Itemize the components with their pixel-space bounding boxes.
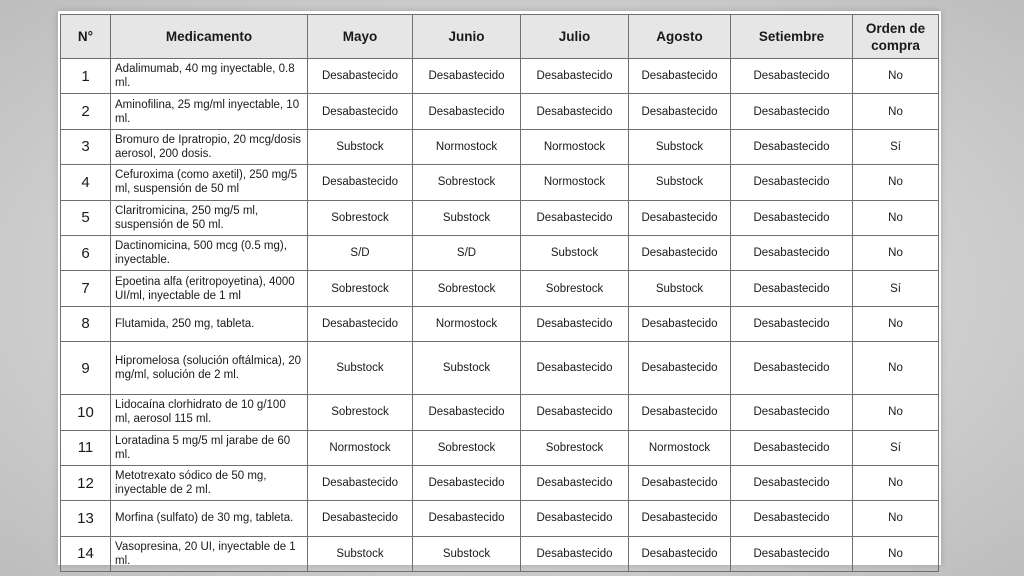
- medication-name-cell: Claritromicina, 250 mg/5 ml, suspensión de 50 ml.: [111, 200, 308, 235]
- status-setiembre-cell: Desabastecido: [731, 129, 853, 164]
- status-agosto-cell: Desabastecido: [629, 536, 731, 571]
- purchase-order-cell: No: [853, 165, 939, 200]
- purchase-order-cell: No: [853, 94, 939, 129]
- status-setiembre-cell: Desabastecido: [731, 94, 853, 129]
- purchase-order-cell: Sí: [853, 271, 939, 306]
- status-agosto-cell: Desabastecido: [629, 342, 731, 395]
- status-julio-cell: Normostock: [521, 165, 629, 200]
- table-body: [61, 59, 939, 572]
- status-mayo-cell: S/D: [308, 235, 413, 270]
- header-orden-de-compra: Orden de compra: [853, 15, 939, 59]
- status-junio-cell: Normostock: [413, 129, 521, 164]
- header-agosto: Agosto: [629, 15, 731, 59]
- status-setiembre-cell: Desabastecido: [731, 200, 853, 235]
- status-setiembre-cell: Desabastecido: [731, 536, 853, 571]
- table-row: [61, 165, 939, 200]
- status-agosto-cell: Desabastecido: [629, 465, 731, 500]
- table-row: [61, 271, 939, 306]
- medication-name-cell: Flutamida, 250 mg, tableta.: [111, 306, 308, 341]
- status-setiembre-cell: Desabastecido: [731, 395, 853, 430]
- row-number-cell: 5: [61, 200, 111, 235]
- row-number-cell: 1: [61, 59, 111, 94]
- table-row: [61, 342, 939, 395]
- header-julio: Julio: [521, 15, 629, 59]
- status-junio-cell: Desabastecido: [413, 501, 521, 536]
- status-julio-cell: Desabastecido: [521, 465, 629, 500]
- status-agosto-cell: Desabastecido: [629, 94, 731, 129]
- status-mayo-cell: Substock: [308, 342, 413, 395]
- medication-name-cell: Aminofilina, 25 mg/ml inyectable, 10 ml.: [111, 94, 308, 129]
- table-row: [61, 395, 939, 430]
- status-mayo-cell: Sobrestock: [308, 395, 413, 430]
- status-mayo-cell: Normostock: [308, 430, 413, 465]
- table-row: [61, 59, 939, 94]
- table-row: [61, 94, 939, 129]
- purchase-order-cell: No: [853, 536, 939, 571]
- row-number-cell: 12: [61, 465, 111, 500]
- status-agosto-cell: Desabastecido: [629, 200, 731, 235]
- status-junio-cell: S/D: [413, 235, 521, 270]
- row-number-cell: 14: [61, 536, 111, 571]
- purchase-order-cell: No: [853, 306, 939, 341]
- table-row: [61, 235, 939, 270]
- status-agosto-cell: Normostock: [629, 430, 731, 465]
- status-setiembre-cell: Desabastecido: [731, 306, 853, 341]
- status-setiembre-cell: Desabastecido: [731, 430, 853, 465]
- header-junio: Junio: [413, 15, 521, 59]
- status-julio-cell: Substock: [521, 235, 629, 270]
- row-number-cell: 2: [61, 94, 111, 129]
- table-row: [61, 536, 939, 571]
- purchase-order-cell: No: [853, 235, 939, 270]
- status-julio-cell: Normostock: [521, 129, 629, 164]
- purchase-order-cell: No: [853, 395, 939, 430]
- purchase-order-cell: Sí: [853, 129, 939, 164]
- status-junio-cell: Sobrestock: [413, 271, 521, 306]
- status-agosto-cell: Desabastecido: [629, 59, 731, 94]
- status-junio-cell: Desabastecido: [413, 395, 521, 430]
- table-header-row: [61, 15, 939, 59]
- purchase-order-cell: No: [853, 501, 939, 536]
- document-sheet: [58, 11, 941, 565]
- medication-name-cell: Morfina (sulfato) de 30 mg, tableta.: [111, 501, 308, 536]
- medication-name-cell: Metotrexato sódico de 50 mg, inyectable de 2 ml.: [111, 465, 308, 500]
- purchase-order-cell: No: [853, 200, 939, 235]
- status-junio-cell: Substock: [413, 200, 521, 235]
- header-setiembre: Setiembre: [731, 15, 853, 59]
- table-row: [61, 200, 939, 235]
- medication-name-cell: Loratadina 5 mg/5 ml jarabe de 60 ml.: [111, 430, 308, 465]
- status-julio-cell: Desabastecido: [521, 536, 629, 571]
- header-number: N°: [61, 15, 111, 59]
- medication-name-cell: Hipromelosa (solución oftálmica), 20 mg/ml, solución de 2 ml.: [111, 342, 308, 395]
- row-number-cell: 3: [61, 129, 111, 164]
- status-mayo-cell: Substock: [308, 129, 413, 164]
- status-julio-cell: Desabastecido: [521, 501, 629, 536]
- status-agosto-cell: Substock: [629, 165, 731, 200]
- row-number-cell: 10: [61, 395, 111, 430]
- table-row: [61, 465, 939, 500]
- medication-stock-table: [60, 14, 939, 572]
- row-number-cell: 11: [61, 430, 111, 465]
- header-mayo: Mayo: [308, 15, 413, 59]
- purchase-order-cell: No: [853, 342, 939, 395]
- status-junio-cell: Sobrestock: [413, 430, 521, 465]
- status-setiembre-cell: Desabastecido: [731, 465, 853, 500]
- status-setiembre-cell: Desabastecido: [731, 235, 853, 270]
- purchase-order-cell: No: [853, 59, 939, 94]
- table-row: [61, 306, 939, 341]
- status-julio-cell: Desabastecido: [521, 94, 629, 129]
- status-julio-cell: Desabastecido: [521, 59, 629, 94]
- status-mayo-cell: Sobrestock: [308, 200, 413, 235]
- status-mayo-cell: Desabastecido: [308, 465, 413, 500]
- status-julio-cell: Sobrestock: [521, 430, 629, 465]
- status-julio-cell: Sobrestock: [521, 271, 629, 306]
- status-mayo-cell: Desabastecido: [308, 59, 413, 94]
- medication-name-cell: Dactinomicina, 500 mcg (0.5 mg), inyectable.: [111, 235, 308, 270]
- table-row: [61, 501, 939, 536]
- medication-name-cell: Vasopresina, 20 UI, inyectable de 1 ml.: [111, 536, 308, 571]
- status-julio-cell: Desabastecido: [521, 200, 629, 235]
- status-mayo-cell: Sobrestock: [308, 271, 413, 306]
- purchase-order-cell: No: [853, 465, 939, 500]
- table-row: [61, 129, 939, 164]
- status-junio-cell: Desabastecido: [413, 94, 521, 129]
- row-number-cell: 8: [61, 306, 111, 341]
- status-julio-cell: Desabastecido: [521, 306, 629, 341]
- header-medicamento: Medicamento: [111, 15, 308, 59]
- status-julio-cell: Desabastecido: [521, 395, 629, 430]
- status-junio-cell: Substock: [413, 536, 521, 571]
- row-number-cell: 6: [61, 235, 111, 270]
- status-junio-cell: Desabastecido: [413, 465, 521, 500]
- row-number-cell: 7: [61, 271, 111, 306]
- status-setiembre-cell: Desabastecido: [731, 342, 853, 395]
- status-junio-cell: Normostock: [413, 306, 521, 341]
- status-agosto-cell: Desabastecido: [629, 235, 731, 270]
- purchase-order-cell: Sí: [853, 430, 939, 465]
- status-setiembre-cell: Desabastecido: [731, 501, 853, 536]
- status-setiembre-cell: Desabastecido: [731, 271, 853, 306]
- status-setiembre-cell: Desabastecido: [731, 165, 853, 200]
- status-mayo-cell: Desabastecido: [308, 165, 413, 200]
- medication-name-cell: Cefuroxima (como axetil), 250 mg/5 ml, suspensión de 50 ml: [111, 165, 308, 200]
- medication-name-cell: Lidocaína clorhidrato de 10 g/100 ml, aerosol 115 ml.: [111, 395, 308, 430]
- status-julio-cell: Desabastecido: [521, 342, 629, 395]
- medication-name-cell: Bromuro de Ipratropio, 20 mcg/dosis aerosol, 200 dosis.: [111, 129, 308, 164]
- medication-name-cell: Adalimumab, 40 mg inyectable, 0.8 ml.: [111, 59, 308, 94]
- status-junio-cell: Desabastecido: [413, 59, 521, 94]
- status-junio-cell: Substock: [413, 342, 521, 395]
- status-mayo-cell: Desabastecido: [308, 501, 413, 536]
- status-agosto-cell: Substock: [629, 129, 731, 164]
- status-agosto-cell: Substock: [629, 271, 731, 306]
- status-setiembre-cell: Desabastecido: [731, 59, 853, 94]
- status-mayo-cell: Substock: [308, 536, 413, 571]
- status-agosto-cell: Desabastecido: [629, 501, 731, 536]
- status-agosto-cell: Desabastecido: [629, 395, 731, 430]
- row-number-cell: 9: [61, 342, 111, 395]
- status-mayo-cell: Desabastecido: [308, 94, 413, 129]
- status-junio-cell: Sobrestock: [413, 165, 521, 200]
- table-row: [61, 430, 939, 465]
- row-number-cell: 4: [61, 165, 111, 200]
- status-agosto-cell: Desabastecido: [629, 306, 731, 341]
- status-mayo-cell: Desabastecido: [308, 306, 413, 341]
- medication-name-cell: Epoetina alfa (eritropoyetina), 4000 UI/ml, inyectable de 1 ml: [111, 271, 308, 306]
- row-number-cell: 13: [61, 501, 111, 536]
